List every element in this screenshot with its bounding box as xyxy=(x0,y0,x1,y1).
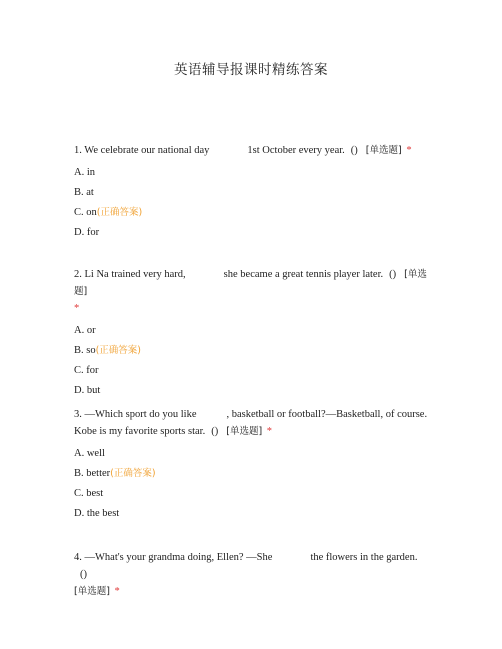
option-label: A. in xyxy=(74,167,95,178)
option-label: C. best xyxy=(74,488,104,499)
option-label: B. at xyxy=(74,187,94,198)
question-3-stem-start: 3. —Which sport do you like xyxy=(74,409,197,420)
option-d[interactable] xyxy=(74,504,434,524)
option-label: D. but xyxy=(74,385,101,396)
required-mark: * xyxy=(74,303,80,314)
required-mark: * xyxy=(406,145,412,156)
option-b[interactable] xyxy=(74,183,434,203)
answer-paren: () xyxy=(350,145,358,156)
question-1-stem-end: 1st October every year. xyxy=(247,145,345,156)
required-mark: * xyxy=(114,586,120,597)
question-1 xyxy=(74,142,434,243)
question-type-tag: [单选题] xyxy=(74,269,427,297)
question-4-stem xyxy=(74,549,434,600)
question-4-stem-end: the flowers in the garden. xyxy=(310,552,418,563)
document-title: 英语辅导报课时精练答案 xyxy=(174,62,328,78)
option-label: B. better xyxy=(74,468,111,479)
option-b[interactable] xyxy=(74,464,434,484)
question-4-stem-start: 4. —What's your grandma doing, Ellen? —She xyxy=(74,552,273,563)
question-3-stem-end: , basketball or football?—Basketball, of course. xyxy=(226,409,428,420)
question-2-stem xyxy=(74,266,434,317)
option-c[interactable] xyxy=(74,361,434,381)
option-label: A. or xyxy=(74,325,96,336)
question-2 xyxy=(74,266,434,401)
option-label: B. so xyxy=(74,345,96,356)
answer-paren: () xyxy=(389,269,397,280)
option-c[interactable] xyxy=(74,203,434,223)
option-d[interactable] xyxy=(74,381,434,401)
option-label: D. for xyxy=(74,227,100,238)
question-type-tag: [单选题] xyxy=(365,145,402,156)
question-2-stem-end: she became a great tennis player later. xyxy=(223,269,384,280)
question-4 xyxy=(74,549,434,604)
option-label: C. for xyxy=(74,365,99,376)
option-c[interactable] xyxy=(74,484,434,504)
question-3-stem xyxy=(74,406,434,440)
question-type-tag: [单选题] xyxy=(74,586,110,597)
option-d[interactable] xyxy=(74,223,434,243)
question-1-stem-start: 1. We celebrate our national day xyxy=(74,145,210,156)
answer-paren: () xyxy=(80,569,87,580)
question-1-stem xyxy=(74,142,434,159)
question-type-tag: [单选题] xyxy=(226,426,263,437)
option-label: D. the best xyxy=(74,508,120,519)
option-a[interactable] xyxy=(74,444,434,464)
correct-answer-mark: (正确答案) xyxy=(110,468,156,479)
option-b[interactable] xyxy=(74,341,434,361)
option-label: C. on xyxy=(74,207,97,218)
question-3-stem-line2: Kobe is my favorite sports star. xyxy=(74,426,206,437)
option-a[interactable] xyxy=(74,163,434,183)
correct-answer-mark: (正确答案) xyxy=(96,207,143,218)
correct-answer-mark: (正确答案) xyxy=(95,345,142,356)
question-2-stem-start: 2. Li Na trained very hard, xyxy=(74,269,186,280)
question-3 xyxy=(74,406,434,524)
option-label: A. well xyxy=(74,448,105,459)
option-a[interactable] xyxy=(74,321,434,341)
answer-paren: () xyxy=(211,426,219,437)
required-mark: * xyxy=(266,426,273,437)
